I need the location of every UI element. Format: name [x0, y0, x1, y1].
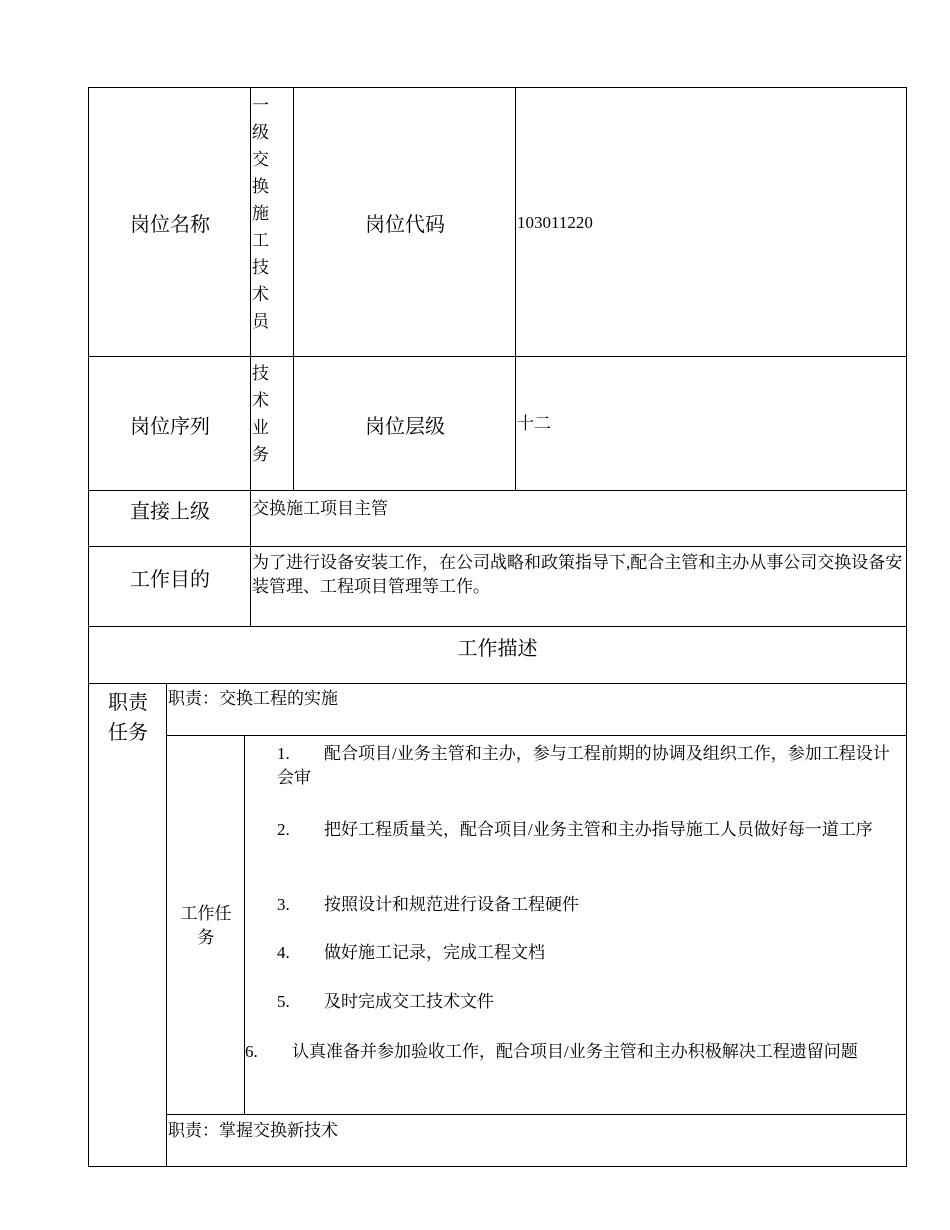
purpose-label-cell	[88, 546, 252, 628]
duty-label-cell	[88, 683, 168, 1167]
post-level-value-cell	[515, 356, 907, 492]
work-description-title: 工作描述	[457, 638, 538, 660]
post-name-value-cell	[250, 87, 295, 358]
post-seq-label-cell	[88, 356, 252, 492]
task-item-1: 1. 配合项目/业务主管和主办，参与工程前期的协调及组织工作，参加工程设计会审	[277, 744, 890, 787]
duty2-cell	[166, 1114, 907, 1167]
superior-value: 交换施工项目主管	[252, 499, 388, 518]
work-description-cell	[88, 626, 907, 685]
task-item-4: 4. 做好施工记录，完成工程文档	[277, 943, 545, 962]
post-name-value: 一级交换施工技术员	[252, 96, 269, 331]
task-item-2: 2. 把好工程质量关，配合项目/业务主管和主办指导施工人员做好每一道工序	[277, 820, 873, 839]
purpose-value: 为了进行设备安装工作，在公司战略和政策指导下,配合主管和主办从事公司交换设备安装管理、工程项目管理等工作。	[252, 553, 903, 596]
task-list-cell	[244, 735, 907, 1116]
superior-label: 直接上级	[130, 501, 210, 523]
task-label: 工作任务	[180, 903, 232, 947]
post-level-value: 十二	[517, 414, 551, 433]
purpose-value-cell	[250, 546, 907, 628]
duty2-text: 职责：掌握交换新技术	[168, 1121, 338, 1140]
post-code-value: 103011220	[517, 212, 593, 232]
duty1-text: 职责：交换工程的实施	[168, 689, 338, 708]
task-label-cell	[166, 735, 246, 1116]
post-seq-value-cell	[250, 356, 295, 492]
superior-value-cell	[250, 490, 907, 548]
task-item-5: 5. 及时完成交工技术文件	[277, 992, 494, 1011]
task-item-6: 6. 认真准备并参加验收工作，配合项目/业务主管和主办积极解决工程遗留问题	[245, 1042, 858, 1061]
purpose-label: 工作目的	[130, 569, 210, 591]
post-code-label: 岗位代码	[365, 214, 445, 236]
duty-label: 职责任务	[108, 692, 148, 744]
post-code-label-cell	[293, 87, 517, 358]
post-code-value-cell	[515, 87, 907, 358]
post-name-label-cell	[88, 87, 252, 358]
post-seq-label: 岗位序列	[130, 415, 210, 438]
post-seq-value: 技术业务	[252, 364, 269, 464]
task-item-3: 3. 按照设计和规范进行设备工程硬件	[277, 895, 579, 914]
post-level-label: 岗位层级	[365, 415, 445, 438]
post-name-label: 岗位名称	[130, 214, 210, 236]
duty1-cell	[166, 683, 907, 737]
superior-label-cell	[88, 490, 252, 548]
post-level-label-cell	[293, 356, 517, 492]
